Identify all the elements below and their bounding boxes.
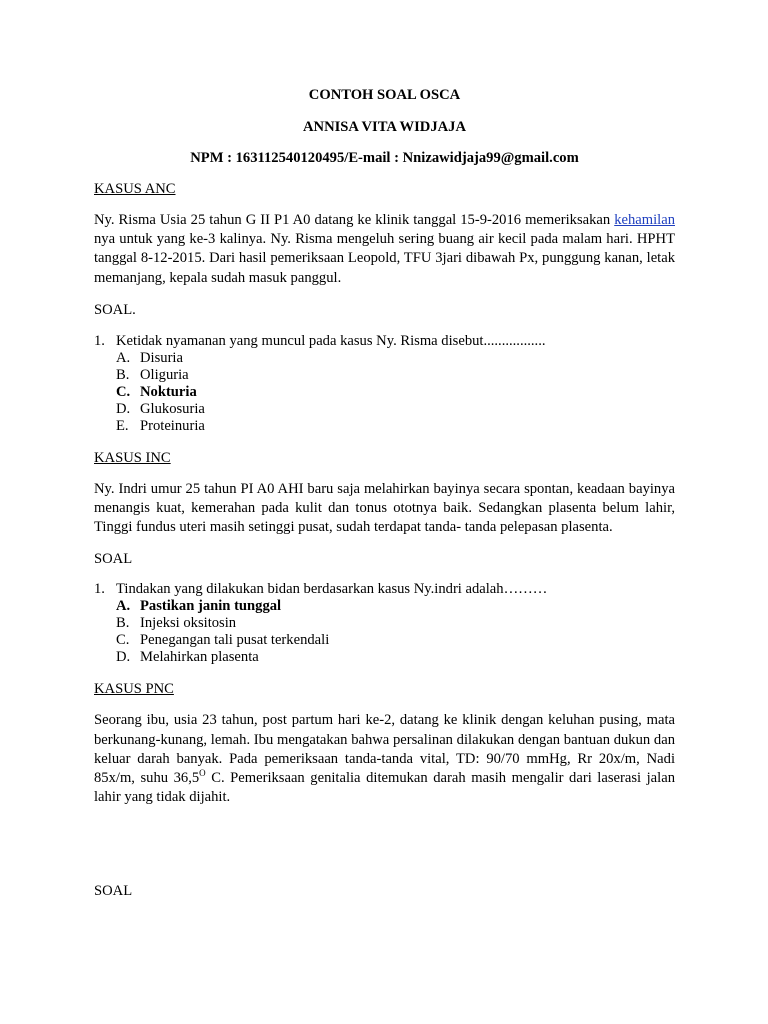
anc-option-a bbox=[94, 350, 675, 367]
option-text: Pastikan janin tunggal bbox=[140, 598, 282, 615]
option-text: Penegangan tali pusat terkendali bbox=[140, 632, 330, 649]
pnc-heading: KASUS PNC bbox=[94, 681, 174, 698]
option-letter: C. bbox=[116, 632, 130, 649]
option-text: Nokturia bbox=[140, 383, 197, 400]
option-letter: B. bbox=[116, 366, 130, 383]
inc-question-text: Tindakan yang dilakukan bidan berdasarkan kasus Ny.indri adalah……… bbox=[116, 581, 548, 598]
anc-question-number: 1. bbox=[94, 332, 105, 349]
author-contact: NPM : 163112540120495/E-mail : Nnizawidjaja99@gmail.com bbox=[190, 150, 579, 166]
inc-option-c bbox=[94, 632, 675, 649]
option-text: Disuria bbox=[140, 349, 183, 366]
option-letter: D. bbox=[116, 400, 131, 417]
document-title: CONTOH SOAL OSCA bbox=[308, 87, 461, 103]
author-name: ANNISA VITA WIDJAJA bbox=[302, 119, 466, 135]
pnc-text-after-sup: C. Pemeriksaan genitalia ditemukan darah masih mengalir dari laserasi jalan lahir yang tidak dijahit. bbox=[94, 770, 675, 806]
inc-option-a bbox=[94, 598, 675, 615]
option-letter: B. bbox=[116, 615, 130, 632]
option-letter: E. bbox=[116, 417, 129, 434]
inc-soal-label: SOAL bbox=[94, 551, 133, 568]
option-letter: C. bbox=[116, 383, 131, 400]
inc-case-paragraph: Ny. Indri umur 25 tahun PI A0 AHI baru saja melahirkan bayinya secara spontan, keadaan bayinya menangis kuat, kemerahan pada kulit dan tonus ototnya baik. Sedangkan plasenta belum lahir, Tinggi fundus uteri masih setinggi pusat, sudah terdapat tanda- tanda pelepasan plasenta. bbox=[94, 480, 675, 536]
option-letter: D. bbox=[116, 649, 131, 666]
anc-text-after-link: nya untuk yang ke-3 kalinya. Ny. Risma mengeluh sering buang air kecil pada malam hari. HPHT tanggal 8-12-2015. Dari hasil pemeriksaan Leopold, TFU 3jari dibawah Px, punggung kanan, letak memanjang, kepala sudah masuk panggul. bbox=[94, 231, 675, 286]
inc-options bbox=[94, 598, 675, 666]
kehamilan-link[interactable]: kehamilan bbox=[614, 212, 675, 228]
option-letter: A. bbox=[116, 349, 131, 366]
inc-option-d bbox=[94, 649, 675, 666]
option-text: Melahirkan plasenta bbox=[140, 649, 259, 666]
anc-option-e bbox=[94, 418, 675, 435]
anc-option-c bbox=[94, 384, 675, 401]
anc-options bbox=[94, 350, 675, 435]
anc-question-text: Ketidak nyamanan yang muncul pada kasus Ny. Risma disebut................. bbox=[116, 332, 546, 349]
option-letter: A. bbox=[116, 598, 131, 615]
pnc-soal-label: SOAL bbox=[94, 883, 133, 900]
option-text: Oliguria bbox=[140, 366, 189, 383]
pnc-text-before-sup: Seorang ibu, usia 23 tahun, post partum hari ke-2, datang ke klinik dengan keluhan pusing, mata berkunang-kunang, lemah. Ibu mengatakan bahwa persalinan dilakukan dengan bantuan dukun dan keluar darah banyak. Pada pemeriksaan tanda-tanda vital, TD: 90/70 mmHg, Rr 20x/m, Nadi 85x/m, suhu 36,5 bbox=[94, 712, 675, 787]
anc-heading: KASUS ANC bbox=[94, 181, 176, 197]
option-text: Glukosuria bbox=[140, 400, 205, 417]
document-page bbox=[94, 86, 675, 900]
anc-case-paragraph bbox=[94, 211, 675, 288]
inc-option-b bbox=[94, 615, 675, 632]
anc-text-before-link: Ny. Risma Usia 25 tahun G II P1 A0 datang ke klinik tanggal 15-9-2016 memeriksakan bbox=[94, 212, 615, 228]
inc-question-number: 1. bbox=[94, 581, 105, 598]
anc-question bbox=[94, 333, 675, 350]
inc-heading: KASUS INC bbox=[94, 449, 171, 466]
anc-option-d bbox=[94, 401, 675, 418]
option-text: Injeksi oksitosin bbox=[140, 615, 237, 632]
anc-soal-label: SOAL. bbox=[94, 301, 136, 318]
option-text: Proteinuria bbox=[140, 417, 205, 434]
pnc-case-paragraph bbox=[94, 711, 675, 807]
anc-option-b bbox=[94, 367, 675, 384]
inc-question bbox=[94, 581, 675, 598]
degree-superscript: O bbox=[199, 768, 206, 779]
